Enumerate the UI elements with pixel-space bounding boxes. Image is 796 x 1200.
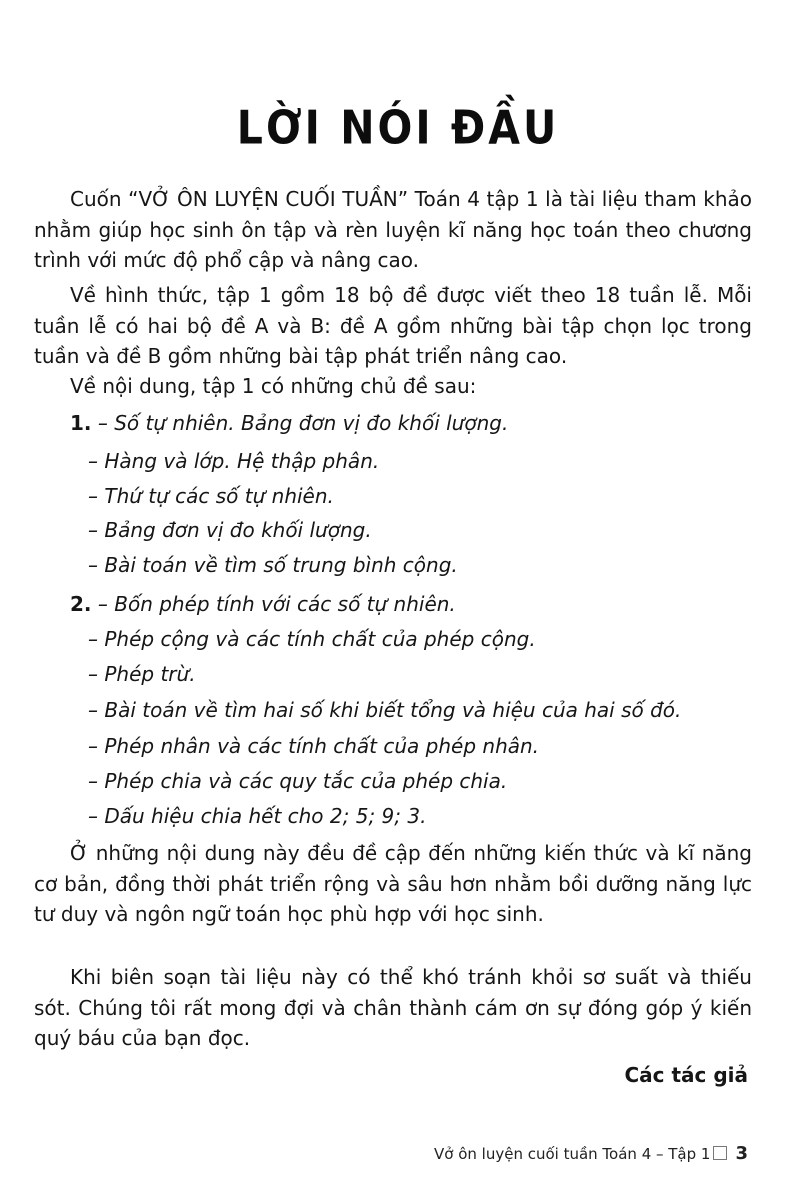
page-title: LỜI NÓI ĐẦU — [236, 101, 560, 155]
topic-2-item: – Phép chia và các quy tắc của phép chia. — [88, 769, 508, 793]
intro-paragraph-2-text: Về hình thức, tập 1 gồm 18 bộ đề được viết theo 18 tuần lễ. Mỗi tuần lễ có hai bộ đề A và B: đề A gồm những bài tập chọn lọc trong tuần và đề B gồm những bài tập phát triển nâng cao. — [34, 283, 752, 368]
topic-1-number: 1. — [70, 411, 92, 435]
topic-1-item: – Bảng đơn vị đo khối lượng. — [88, 518, 372, 542]
topic-1-heading — [70, 408, 508, 438]
closing-paragraph-2 — [34, 962, 752, 1054]
intro-paragraph-1 — [34, 184, 752, 276]
topic-1-item: – Bài toán về tìm số trung bình cộng. — [88, 553, 458, 577]
topic-1-item: – Thứ tự các số tự nhiên. — [88, 484, 334, 508]
intro-paragraph-1-text: Cuốn “VỞ ÔN LUYỆN CUỐI TUẦN” Toán 4 tập 1 là tài liệu tham khảo nhằm giúp học sinh ôn tập và rèn luyện kĩ năng học toán theo chương trình với mức độ phổ cập và nâng cao. — [34, 187, 752, 272]
topic-2-number: 2. — [70, 592, 92, 616]
topic-2-item: – Dấu hiệu chia hết cho 2; 5; 9; 3. — [88, 804, 427, 828]
intro-paragraph-2 — [34, 280, 752, 372]
topic-2-item: – Phép cộng và các tính chất của phép cộng. — [88, 627, 536, 651]
page-footer — [434, 1143, 748, 1164]
topic-2-heading — [70, 589, 456, 619]
page-number: 3 — [735, 1143, 748, 1164]
intro-paragraph-3: Về nội dung, tập 1 có những chủ đề sau: — [70, 374, 477, 398]
topic-1-item: – Hàng và lớp. Hệ thập phân. — [88, 449, 380, 473]
topic-2-heading-text: – Bốn phép tính với các số tự nhiên. — [97, 592, 456, 616]
closing-paragraph-1-text: Ở những nội dung này đều đề cập đến những kiến thức và kĩ năng cơ bản, đồng thời phát triển rộng và sâu hơn nhằm bồi dưỡng năng lực tư duy và ngôn ngữ toán học phù hợp với học sinh. — [34, 841, 752, 926]
footer-logo-icon — [713, 1146, 727, 1160]
topic-1-heading-text: – Số tự nhiên. Bảng đơn vị đo khối lượng. — [97, 411, 509, 435]
author-signature: Các tác giả — [624, 1063, 748, 1087]
closing-paragraph-2-text: Khi biên soạn tài liệu này có thể khó tránh khỏi sơ suất và thiếu sót. Chúng tôi rất mong đợi và chân thành cám ơn sự đóng góp ý kiến quý báu của bạn đọc. — [34, 965, 752, 1050]
topic-2-item: – Phép nhân và các tính chất của phép nhân. — [88, 734, 540, 758]
topic-2-item: – Phép trừ. — [88, 662, 196, 686]
topic-2-item: – Bài toán về tìm hai số khi biết tổng và hiệu của hai số đó. — [88, 698, 682, 722]
footer-book-title: Vở ôn luyện cuối tuần Toán 4 – Tập 1 — [434, 1145, 711, 1163]
closing-paragraph-1 — [34, 838, 752, 930]
